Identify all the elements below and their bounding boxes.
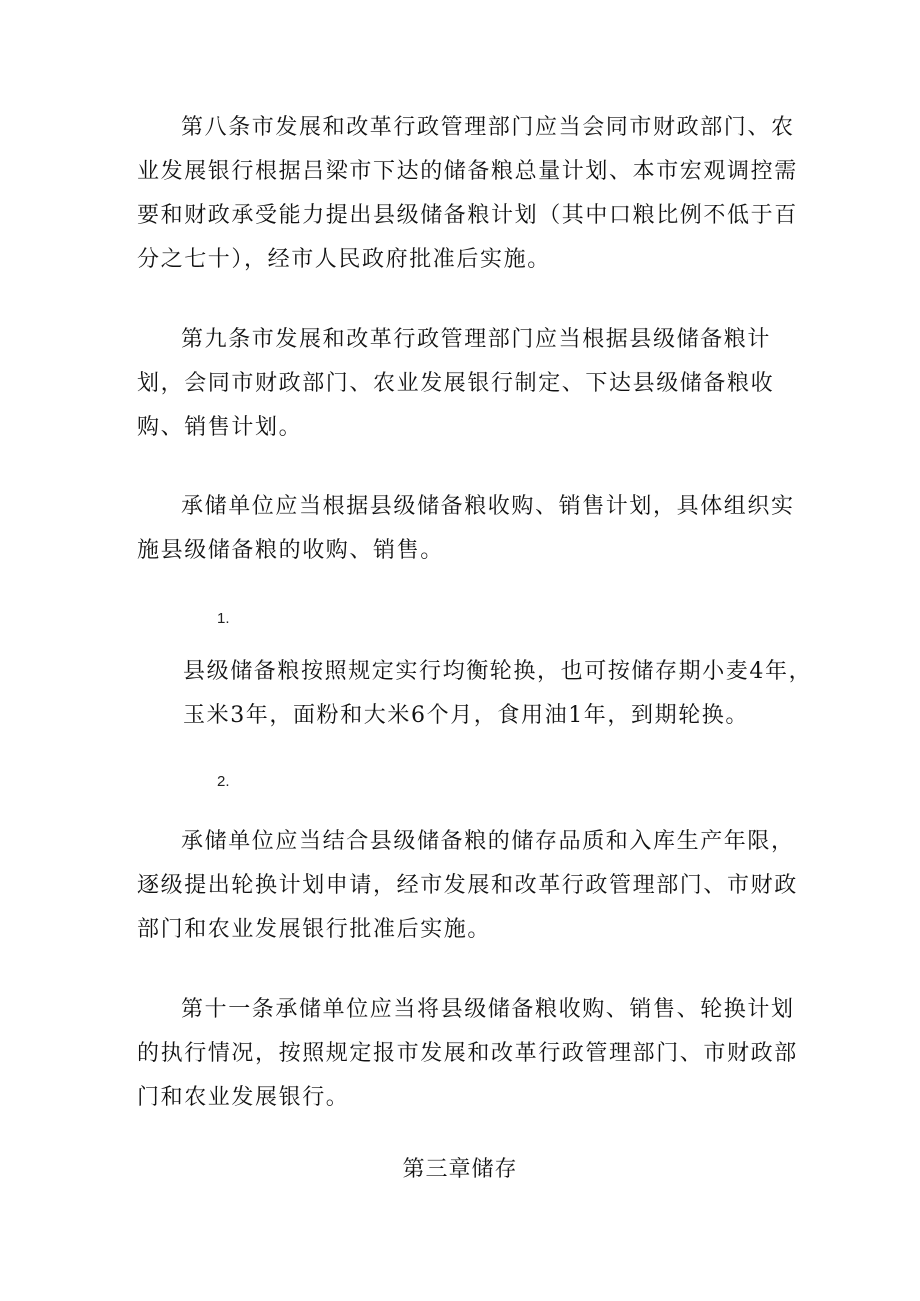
article-8-line-4: 分之七十），经市人民政府批准后实施。 [137, 247, 551, 272]
article-8-line-1: 第八条市发展和改革行政管理部门应当会同市财政部门、农 [181, 115, 795, 140]
article-11-line-3: 门和农业发展银行。 [137, 1085, 350, 1110]
item-1-paragraph [183, 650, 813, 738]
item-2-line-1: 承储单位应当结合县级储备粮的储存品质和入库生产年限， [181, 829, 795, 854]
storage-unit-line-2: 施县级储备粮的收购、销售。 [137, 538, 444, 563]
item-2-paragraph [137, 820, 798, 952]
storage-unit-line-1: 承储单位应当根据县级储备粮收购、销售计划，具体组织实 [181, 494, 795, 519]
article-9-line-1: 第九条市发展和改革行政管理部门应当根据县级储备粮计 [181, 327, 772, 352]
article-9-line-3: 购、销售计划。 [137, 415, 303, 440]
article-11-line-1: 第十一条承储单位应当将县级储备粮收购、销售、轮换计划 [181, 997, 795, 1022]
article-11-paragraph [137, 988, 798, 1120]
article-8-line-3: 要和财政承受能力提出县级储备粮计划（其中口粮比例不低于百 [137, 203, 798, 228]
item-1-line-2: 玉米3年，面粉和大米6个月，食用油1年，到期轮换。 [183, 703, 749, 728]
item-2-line-3: 部门和农业发展银行批准后实施。 [137, 917, 492, 942]
article-8-paragraph [137, 106, 798, 282]
item-2-line-2: 逐级提出轮换计划申请，经市发展和改革行政管理部门、市财政 [137, 873, 798, 898]
article-8-line-2: 业发展银行根据吕梁市下达的储备粮总量计划、本市宏观调控需 [137, 159, 798, 184]
chapter-title: 第三章储存 [402, 1157, 518, 1182]
article-11-line-2: 的执行情况，按照规定报市发展和改革行政管理部门、市财政部 [137, 1041, 798, 1066]
storage-unit-paragraph [137, 485, 795, 573]
item-1-line-1: 县级储备粮按照规定实行均衡轮换，也可按储存期小麦4年， [183, 659, 813, 684]
article-9-line-2: 划，会同市财政部门、农业发展银行制定、下达县级储备粮收 [137, 371, 775, 396]
article-9-paragraph [137, 318, 792, 450]
item-2-number: 2. [217, 773, 230, 790]
item-1-number: 1. [217, 610, 230, 627]
